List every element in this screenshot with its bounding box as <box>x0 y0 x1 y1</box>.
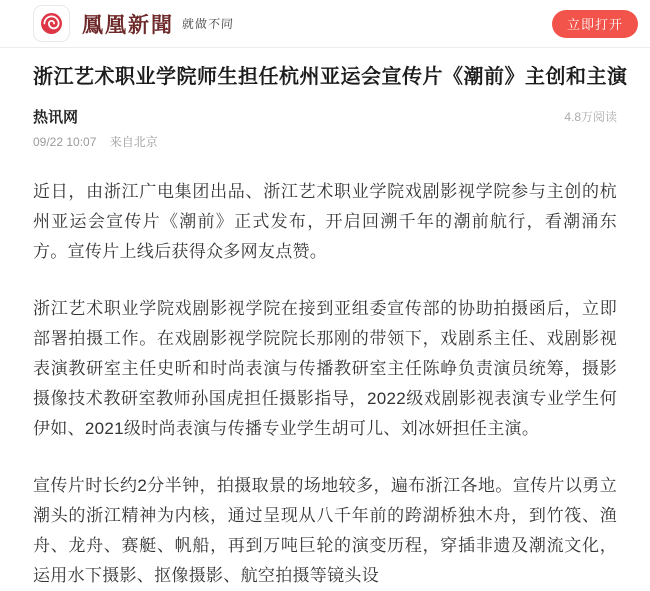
article-body <box>33 177 617 591</box>
phoenix-swirl-icon <box>38 10 65 37</box>
paragraph: 近日，由浙江广电集团出品、浙江艺术职业学院戏剧影视学院参与主创的杭州亚运会宣传片《潮前》正式发布，开启回溯千年的潮前航行，看潮涌东方。宣传片上线后获得众多网友点赞。 <box>33 182 617 261</box>
source-block <box>33 106 158 150</box>
publish-info <box>33 133 158 150</box>
article-meta <box>33 106 617 150</box>
publish-location: 来自北京 <box>109 135 158 149</box>
logo-wordmark: 鳳凰新聞 <box>82 13 174 37</box>
open-app-button[interactable]: 立即打开 <box>552 10 638 38</box>
logo-tagline: 就做不同 <box>181 17 235 31</box>
paragraph: 宣传片时长约2分半钟，拍摄取景的场地较多，遍布浙江各地。宣传片以勇立潮头的浙江精神为内核，通过呈现从八千年前的跨湖桥独木舟，到竹筏、渔舟、龙舟、赛艇、帆船，再到万吨巨轮的演变历程，穿插非遗及潮流文化，运用水下摄影、抠像摄影、航空拍摄等镜头设 <box>33 476 617 585</box>
read-count: 4.8万阅读 <box>564 110 617 124</box>
article-container <box>0 48 650 591</box>
source-name[interactable]: 热讯网 <box>33 109 79 126</box>
article-title: 浙江艺术职业学院师生担任杭州亚运会宣传片《潮前》主创和主演 <box>33 66 628 88</box>
phoenix-logo[interactable] <box>33 5 70 42</box>
app-header <box>0 0 650 48</box>
paragraph: 浙江艺术职业学院戏剧影视学院在接到亚组委宣传部的协助拍摄函后，立即部署拍摄工作。在戏剧影视学院院长那刚的带领下，戏剧系主任、戏剧影视表演教研室主任史昕和时尚表演与传播教研室主任陈峥负责演员统筹，摄影摄像技术教研室教师孙国虎担任摄影指导，2022级戏剧影视表演专业学生何伊如、2021级时尚表演与传播专业学生胡可儿、刘冰妍担任主演。 <box>33 299 617 438</box>
publish-datetime: 09/22 10:07 <box>33 135 97 149</box>
